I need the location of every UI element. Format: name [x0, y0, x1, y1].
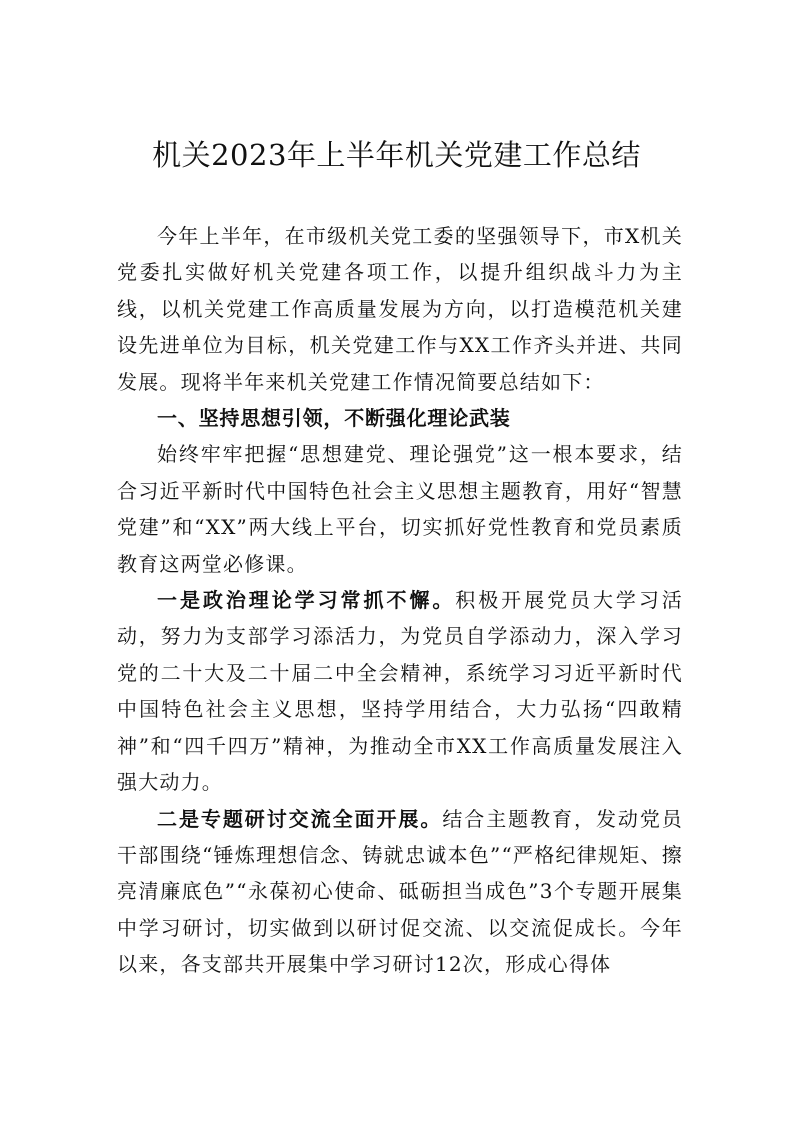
intro-paragraph: 今年上半年，在市级机关党工委的坚强领导下，市X机关党委扎实做好机关党建各项工作，以提升组织战斗力为主线，以机关党建工作高质量发展为方向，以打造模范机关建设先进单位为目标，机关党建工作与XX工作齐头并进、共同发展。现将半年来机关党建工作情况简要总结如下： [117, 224, 683, 394]
item-2-paragraph [117, 801, 683, 983]
item-2-lead: 二是专题研讨交流全面开展。 [157, 806, 443, 831]
item-2-text: 结合主题教育，发动党员干部围绕“锤炼理想信念、铸就忠诚本色”“严格纪律规矩、擦亮清廉底色”“永葆初心使命、砥砺担当成色”3个专题开展集中学习研讨，切实做到以研讨促交流、以交流促成长。今年以来，各支部共开展集中学习研讨12次，形成心得体 [117, 806, 684, 977]
section-heading-1: 一、坚持思想引领，不断强化理论武装 [157, 406, 511, 431]
document-title: 机关2023年上半年机关党建工作总结 [152, 138, 641, 172]
item-1-lead: 一是政治理论学习常抓不懈。 [157, 588, 456, 613]
item-1-text: 积极开展党员大学习活动，努力为支部学习添活力，为党员自学添动力，深入学习党的二十大及二十届二中全会精神，系统学习习近平新时代中国特色社会主义思想，坚持学用结合，大力弘扬“四敢精神”和“四千四万”精神，为推动全市XX工作高质量发展注入强大动力。 [117, 588, 684, 795]
item-1-paragraph [117, 582, 683, 800]
section-1-paragraph: 始终牢牢把握“思想建党、理论强党”这一根本要求，结合习近平新时代中国特色社会主义思想主题教育，用好“智慧党建”和“XX”两大线上平台，切实抓好党性教育和党员素质教育这两堂必修课。 [117, 442, 683, 576]
document-body [117, 218, 683, 983]
